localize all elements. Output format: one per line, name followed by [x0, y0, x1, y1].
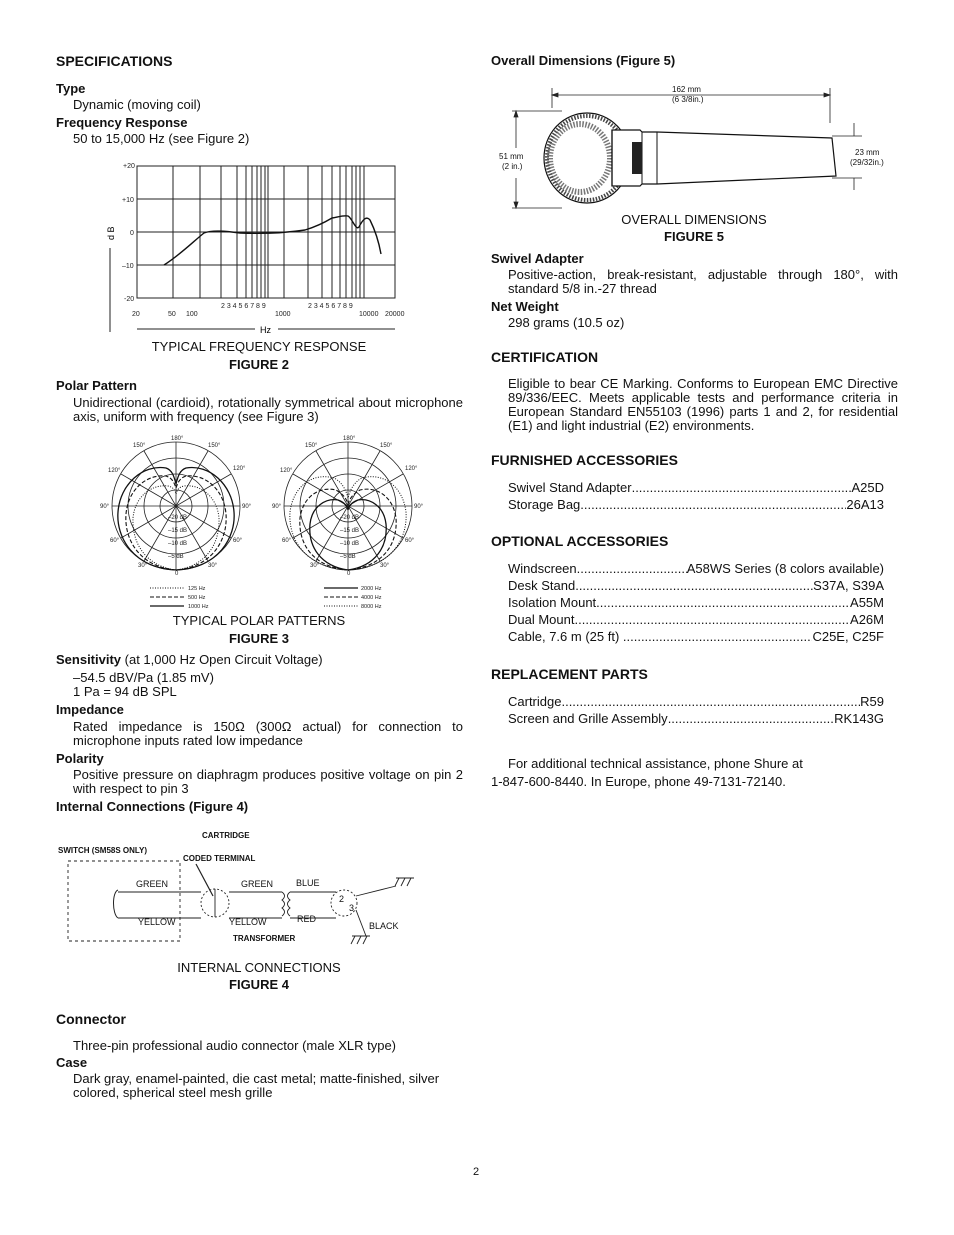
angle-label: 150° [133, 443, 146, 449]
switch-box [68, 861, 180, 941]
certification-heading: CERTIFICATION [491, 349, 599, 365]
angle-label: 120° [405, 466, 418, 472]
legend-entry: 125 Hz [188, 586, 206, 592]
item-code: A58WS Series (8 colors available) [686, 561, 884, 576]
sensitivity-line [56, 653, 323, 667]
furnished-item [508, 480, 884, 495]
angle-label: 60° [233, 538, 243, 544]
replacement-parts-heading: REPLACEMENT PARTS [491, 666, 648, 682]
impedance-label: Impedance [56, 702, 124, 717]
pin-label: 2 [339, 894, 345, 904]
tail-mm: 23 mm [855, 148, 880, 157]
furnished-accessories-heading: FURNISHED ACCESSORIES [491, 452, 678, 468]
internal-connections-label: Internal Connections (Figure 4) [56, 799, 249, 814]
page-number: 2 [473, 1166, 480, 1178]
item-code: A26M [850, 612, 884, 627]
optional-item [508, 612, 884, 627]
x-tick: 20 [132, 311, 140, 318]
tail-in: (29/32in.) [850, 158, 884, 167]
x-tick: 1000 [275, 311, 291, 318]
case-value: Dark gray, enamel-painted, die cast metal; matte-finished, silver colored, spherical steel mesh grille [73, 1071, 440, 1100]
replacement-item [508, 711, 884, 726]
angle-label: 150° [208, 443, 221, 449]
sensitivity-value: –54.5 dBV/Pa (1.85 mV) [73, 670, 214, 685]
minor-ticks: 2 3 4 5 6 7 8 9 [308, 303, 353, 310]
angle-label: 150° [305, 443, 318, 449]
ring-label: –10 dB [168, 541, 188, 547]
overall-dimensions-figure [492, 78, 902, 212]
transformer-label: TRANSFORMER [233, 934, 296, 943]
item-code: RK143G [834, 711, 884, 726]
angle-label: 60° [405, 538, 415, 544]
angle-label: 90° [414, 504, 424, 510]
angle-label: 90° [100, 504, 110, 510]
transformer-coil-b [288, 892, 291, 916]
transformer-coil-a [282, 892, 285, 916]
angle-label: 30° [380, 563, 390, 569]
angle-label: 0 [347, 571, 351, 577]
polar-pattern-value: Unidirectional (cardioid), rotationally symmetrical about microphone axis, uniform with frequency (see Figure 3) [73, 395, 463, 424]
type-label: Type [56, 81, 86, 96]
legend-entry: 4000 Hz [361, 595, 382, 601]
item-name: Cable, 7.6 m (25 ft) [508, 629, 623, 644]
x-tick: 20000 [385, 311, 405, 318]
minor-ticks: 2 3 4 5 6 7 8 9 [221, 303, 266, 310]
figure-2-number: FIGURE 2 [229, 357, 289, 372]
ring-label: –15 dB [168, 528, 188, 534]
optional-item [508, 578, 884, 593]
legend-entry: 1000 Hz [188, 604, 209, 610]
case-label: Case [56, 1055, 88, 1070]
ring-label: –20 dB [340, 515, 360, 521]
angle-label: 180° [343, 436, 356, 442]
y-tick: 0 [130, 230, 134, 237]
wire-label: RED [297, 914, 317, 924]
connector-value: Three-pin professional audio connector (male XLR type) [73, 1038, 397, 1053]
head-in: (2 in.) [502, 162, 523, 171]
y-axis-label: d B [106, 226, 116, 240]
figure-3-caption: TYPICAL POLAR PATTERNS [172, 613, 346, 628]
optional-accessories-heading: OPTIONAL ACCESSORIES [491, 533, 669, 549]
microphone-drawing [544, 113, 836, 203]
ring-label: –15 dB [340, 528, 360, 534]
item-code: 26A13 [846, 497, 884, 512]
ring-label: –20 dB [168, 515, 188, 521]
item-name: Cartridge [508, 694, 562, 709]
angle-label: 90° [242, 504, 252, 510]
item-code: A25D [851, 480, 884, 495]
angle-label: 180° [171, 436, 184, 442]
cartridge-label: CARTRIDGE [202, 831, 250, 840]
figure-5-caption: OVERALL DIMENSIONS [621, 212, 767, 227]
wire-label: YELLOW [138, 917, 176, 927]
dimensions-heading: Overall Dimensions (Figure 5) [491, 53, 676, 68]
pin-label: 3 [349, 903, 355, 913]
net-weight-label: Net Weight [491, 299, 559, 314]
length-mm: 162 mm [672, 85, 701, 94]
legend-left [150, 586, 209, 610]
wire-label: BLACK [369, 921, 399, 931]
optional-item [508, 629, 884, 644]
item-name: Storage Bag [508, 497, 581, 512]
sensitivity-reference: 1 Pa = 94 dB SPL [73, 684, 177, 699]
polar-plot-left [112, 442, 240, 570]
response-curve [164, 216, 381, 265]
figure-2-caption: TYPICAL FREQUENCY RESPONSE [151, 339, 367, 354]
x-tick: 100 [186, 311, 198, 318]
y-tick: -20 [124, 296, 135, 303]
item-name: Isolation Mount [508, 595, 597, 610]
figure-3-number: FIGURE 3 [229, 631, 289, 646]
y-tick: +10 [122, 197, 134, 204]
angle-label: 60° [282, 538, 292, 544]
ring-label: –10 dB [340, 541, 360, 547]
ring-label: –5 dB [340, 554, 356, 560]
logo-badge [632, 142, 642, 174]
figure-5-number: FIGURE 5 [664, 229, 724, 244]
net-weight-value: 298 grams (10.5 oz) [508, 315, 625, 330]
wire-label: GREEN [136, 879, 169, 889]
assistance-line-1: For additional technical assistance, phone Shure at [508, 756, 803, 771]
angle-label: 120° [108, 468, 121, 474]
item-name: Desk Stand [508, 578, 576, 593]
coded-terminal-label: CODED TERMINAL [183, 854, 256, 863]
wire-label: BLUE [296, 878, 320, 888]
impedance-value: Rated impedance is 150Ω (300Ω actual) for connection to microphone inputs rated low impedance [73, 719, 463, 748]
x-tick: 50 [168, 311, 176, 318]
type-value: Dynamic (moving coil) [73, 97, 201, 112]
figure-4-caption: INTERNAL CONNECTIONS [177, 960, 341, 975]
x-axis-label: Hz [260, 325, 271, 335]
legend-entry: 500 Hz [188, 595, 206, 601]
item-name: Screen and Grille Assembly [508, 711, 668, 726]
frequency-response-figure [100, 158, 420, 340]
polar-pattern-label: Polar Pattern [56, 378, 137, 393]
polar-patterns-figure [98, 432, 428, 614]
y-tick: –10 [122, 263, 134, 270]
item-name: Dual Mount [508, 612, 575, 627]
angle-label: 30° [138, 563, 148, 569]
furnished-item [508, 497, 884, 512]
legend-right [324, 586, 382, 610]
item-code: S37A, S39A [813, 578, 884, 593]
optional-item [508, 595, 884, 610]
frequency-response-value: 50 to 15,000 Hz (see Figure 2) [73, 131, 250, 146]
sensitivity-note: (at 1,000 Hz Open Circuit Voltage) [121, 652, 323, 667]
item-code: A55M [850, 595, 884, 610]
connector-heading: Connector [56, 1011, 126, 1027]
assistance-line-2: 1-847-600-8440. In Europe, phone 49-7131-72140. [491, 774, 786, 789]
angle-label: 30° [310, 563, 320, 569]
legend-entry: 2000 Hz [361, 586, 382, 592]
figure-4-number: FIGURE 4 [229, 977, 289, 992]
item-name: Windscreen [508, 561, 577, 576]
swivel-adapter-label: Swivel Adapter [491, 251, 584, 266]
polarity-value: Positive pressure on diaphragm produces positive voltage on pin 2 with respect to pin 3 [73, 767, 463, 796]
switch-label: SWITCH (SM58S ONLY) [58, 846, 148, 855]
angle-label: 90° [272, 504, 282, 510]
length-in: (6 3/8in.) [672, 95, 704, 104]
frequency-response-label: Frequency Response [56, 115, 188, 130]
item-code: C25E, C25F [812, 629, 884, 644]
wire-label: GREEN [241, 879, 274, 889]
certification-value: Eligible to bear CE Marking. Conforms to European EMC Directive 89/336/EEC. Meets applicable tests and performance criteria in European Standard EN55103 (1996) parts 1 and 2, for residential (E1) and light industrial (E2) environments. [508, 376, 898, 433]
polarity-label: Polarity [56, 751, 104, 766]
angle-label: 60° [110, 538, 120, 544]
optional-item [508, 561, 884, 576]
swivel-adapter-value: Positive-action, break-resistant, adjustable through 180°, with standard 5/8 in.-27 thread [508, 267, 898, 296]
item-name: Swivel Stand Adapter [508, 480, 632, 495]
head-mm: 51 mm [499, 152, 524, 161]
angle-label: 120° [280, 468, 293, 474]
angle-label: 150° [380, 443, 393, 449]
legend-entry: 8000 Hz [361, 604, 382, 610]
ring-label: –5 dB [168, 554, 184, 560]
internal-connections-figure [56, 826, 426, 950]
chart-grid [137, 166, 395, 298]
x-tick: 10000 [359, 311, 379, 318]
handle [612, 130, 836, 186]
y-tick: +20 [123, 163, 135, 170]
sensitivity-label: Sensitivity [56, 652, 122, 667]
angle-label: 0 [175, 571, 179, 577]
polar-plot-right [284, 442, 412, 570]
item-code: R59 [860, 694, 884, 709]
wire-label: YELLOW [229, 917, 267, 927]
angle-label: 30° [208, 563, 218, 569]
specifications-heading: SPECIFICATIONS [56, 53, 173, 69]
angle-label: 120° [233, 466, 246, 472]
replacement-item [508, 694, 884, 709]
